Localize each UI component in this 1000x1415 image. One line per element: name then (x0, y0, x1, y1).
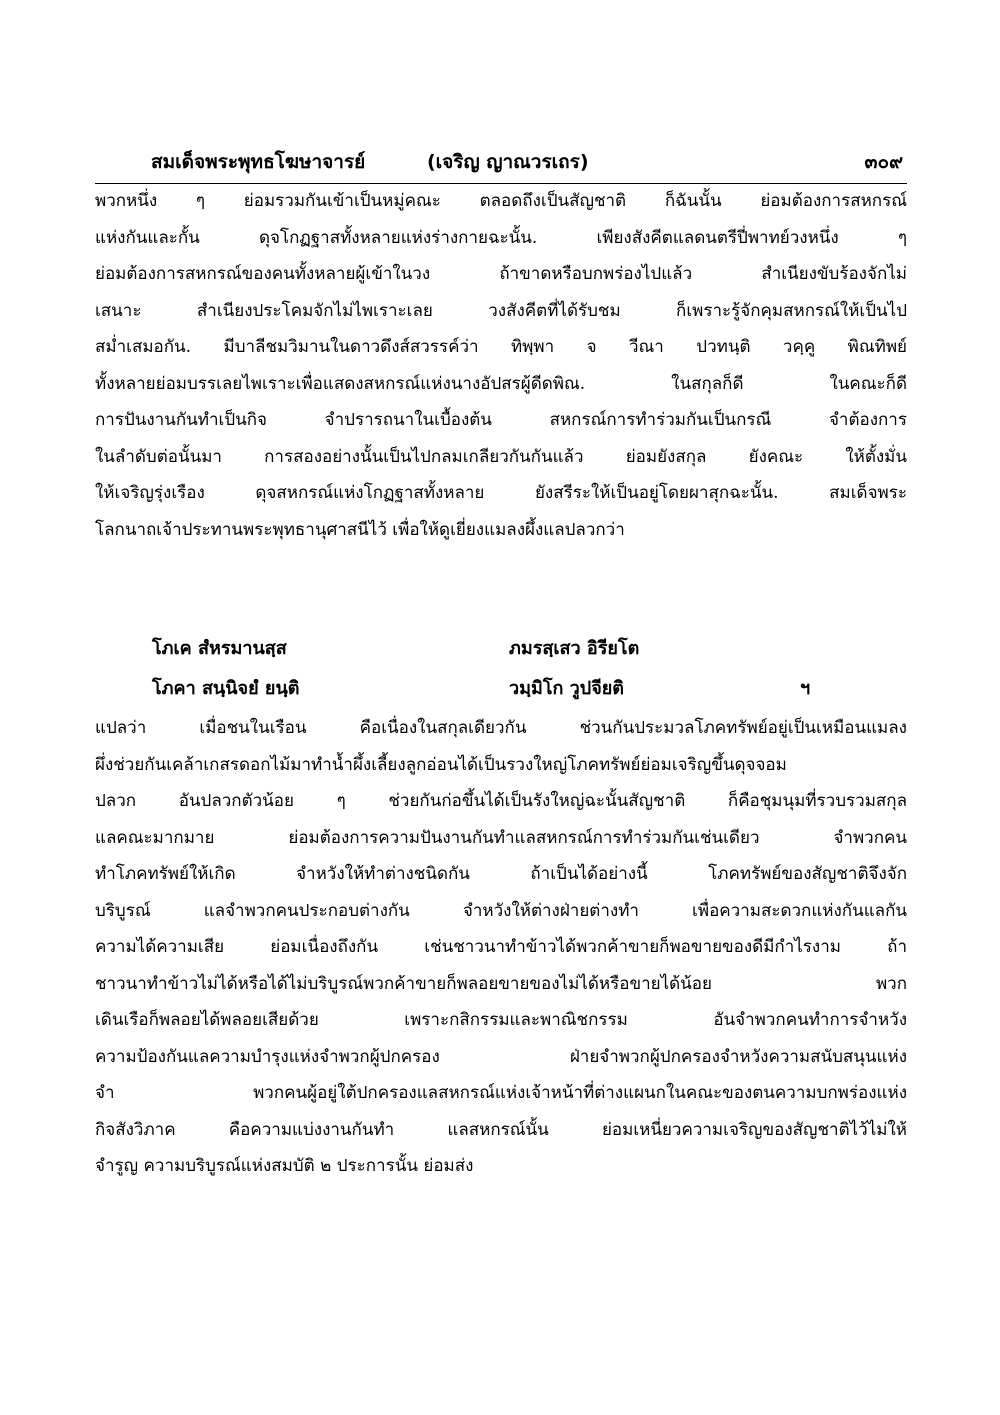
text-line: ทั้งหลายย่อมบรรเลยไพเราะเพื่อแสดงสหกรณ์แห่งนางอัปสรผู้ดีดพิณ. ในสกุลก็ดี ในคณะก็ดี (95, 373, 907, 394)
text-line: แห่งกันและกั้น ดุจโกฏฐาสทั้งหลายแห่งร่างกายฉะนั้น. เพียงสังคีตแลดนตรีปี่พาทย์วงหนึ่ง ๆ (95, 227, 907, 248)
text-line: เดินเรือก็พลอยได้พลอยเสียด้วย เพราะกสิกรรมและพาณิชกรรม อันจำพวกคนทำการจำหวัง (95, 1010, 907, 1030)
header-subtitle: (เจริญ ญาณวรเถร) (427, 151, 589, 173)
text-line: ความป้องกันแลความบำรุงแห่งจำพวกผู้ปกครอง ฝ่ายจำพวกผู้ปกครองจำหวังความสนับสนุนแห่ง (95, 1046, 907, 1067)
text-line: ชาวนาทำข้าวไม่ได้หรือได้ไม่บริบูรณ์พวกค้าขายก็พลอยขายของไม่ได้หรือขายได้น้อย พวก (95, 973, 907, 994)
verse-row-2 (152, 673, 852, 703)
text-line: โลกนาถเจ้าประทานพระพุทธานุศาสนีไว้ เพื่อให้ดูเยี่ยงแมลงผึ้งแลปลวกว่า (95, 519, 625, 540)
text-line: แปลว่า เมื่อชนในเรือน คือเนื่องในสกุลเดียวกัน ช่วนกันประมวลโภคทรัพย์อยู่เป็นเหมือนแมลง (95, 718, 907, 738)
verse-line-1-left: โภเค สํหรมานสฺส (152, 638, 287, 659)
text-line: ในลำดับต่อนั้นมา การสองอย่างนั้นเป็นไปกลมเกลียวกันกันแล้ว ย่อมยังสกุล ยังคณะ ให้ตั้งมั่น (95, 446, 907, 467)
text-line: กิจสังวิภาค คือความแบ่งงานกันทำ แลสหกรณ์นั้น ย่อมเหนี่ยวความเจริญของสัญชาติไว้ไม่ให้ (95, 1119, 907, 1140)
text-line: ให้เจริญรุ่งเรือง ดุจสหกรณ์แห่งโกฏฐาสทั้งหลาย ยังสรีระให้เป็นอยู่โดยผาสุกฉะนั้น. สมเด็จพระ (95, 483, 907, 503)
verse-end-mark: ฯ (800, 678, 811, 699)
page-header (95, 143, 907, 184)
text-line: แลคณะมากมาย ย่อมต้องการความปันงานกันทำแลสหกรณ์การทำร่วมกันเช่นเดียว จำพวกคน (95, 827, 907, 848)
text-line: จำรูญ ความบริบูรณ์แห่งสมบัติ ๒ ประการนั้น ย่อมส่ง (95, 1156, 474, 1176)
verse-line-1-right: ภมรสฺเสว อิรียโต (509, 638, 640, 659)
verse-row-1 (152, 633, 852, 663)
verse-line-2-right: วมฺมิโก วูปจียติ (509, 678, 624, 699)
header-title: สมเด็จพระพุทธโฆษาจารย์ (151, 151, 366, 173)
text-line: ความได้ความเสีย ย่อมเนื่องถึงกัน เช่นชาวนาทำข้าวได้พวกค้าขายก็พอขายของดีมีกำไรงาม ถ้า (95, 937, 907, 957)
verse-line-2-left: โภคา สนฺนิจยํ ยนฺติ (152, 678, 300, 699)
text-line: สม่ำเสมอกัน. มีบาลีชมวิมานในดาวดึงส์สวรรค์ว่า ทิพฺพา จ วีณา ปวทนฺติ วคฺคู พิณทิพย์ (95, 337, 907, 357)
page-number: ๓๐๙ (864, 151, 903, 173)
paragraph-1 (95, 183, 907, 548)
text-line: ปลวก อันปลวกตัวน้อย ๆ ช่วยกันก่อขึ้นได้เป็นรังใหญ่ฉะนั้นสัญชาติ ก็คือชุมนุมที่รวบรวมสกุล (95, 791, 907, 811)
text-line: ผึ่งช่วยกันเคล้าเกสรดอกไม้มาทำน้ำผึ้งเลี้ยงลูกอ่อนได้เป็นรวงใหญ่โภคทรัพย์ย่อมเจริญขึ้นดุจจอม (95, 754, 787, 775)
text-line: จำ พวกคนผู้อยู่ใต้ปกครองแลสหกรณ์แห่งเจ้าหน้าที่ต่างแผนกในคณะของตนความบกพร่องแห่ง (95, 1083, 907, 1103)
text-line: ทำโภคทรัพย์ให้เกิด จำหวังให้ทำต่างชนิดกัน ถ้าเป็นได้อย่างนี้ โภคทรัพย์ของสัญชาติจึงจัก (95, 864, 907, 884)
text-line: เสนาะ สำเนียงประโคมจักไม่ไพเราะเลย วงสังคีตที่ได้รับชม ก็เพราะรู้จักคุมสหกรณ์ให้เป็นไป (95, 300, 907, 321)
paragraph-2 (95, 710, 907, 1185)
text-line: พวกหนึ่ง ๆ ย่อมรวมกันเข้าเป็นหมู่คณะ ตลอดถึงเป็นสัญชาติ ก็ฉันนั้น ย่อมต้องการสหกรณ์ (95, 191, 907, 211)
text-line: ย่อมต้องการสหกรณ์ของคนทั้งหลายผู้เข้าในวง ถ้าขาดหรือบกพร่องไปแล้ว สำเนียงขับร้องจักไม่ (95, 264, 907, 284)
text-line: บริบูรณ์ แลจำพวกคนประกอบต่างกัน จำหวังให้ต่างฝ่ายต่างทำ เพื่อความสะดวกแห่งกันแลกัน (95, 900, 907, 921)
text-line: การปันงานกันทำเป็นกิจ จำปรารถนาในเบื้องต้น สหกรณ์การทำร่วมกันเป็นกรณี จำต้องการ (95, 410, 907, 430)
